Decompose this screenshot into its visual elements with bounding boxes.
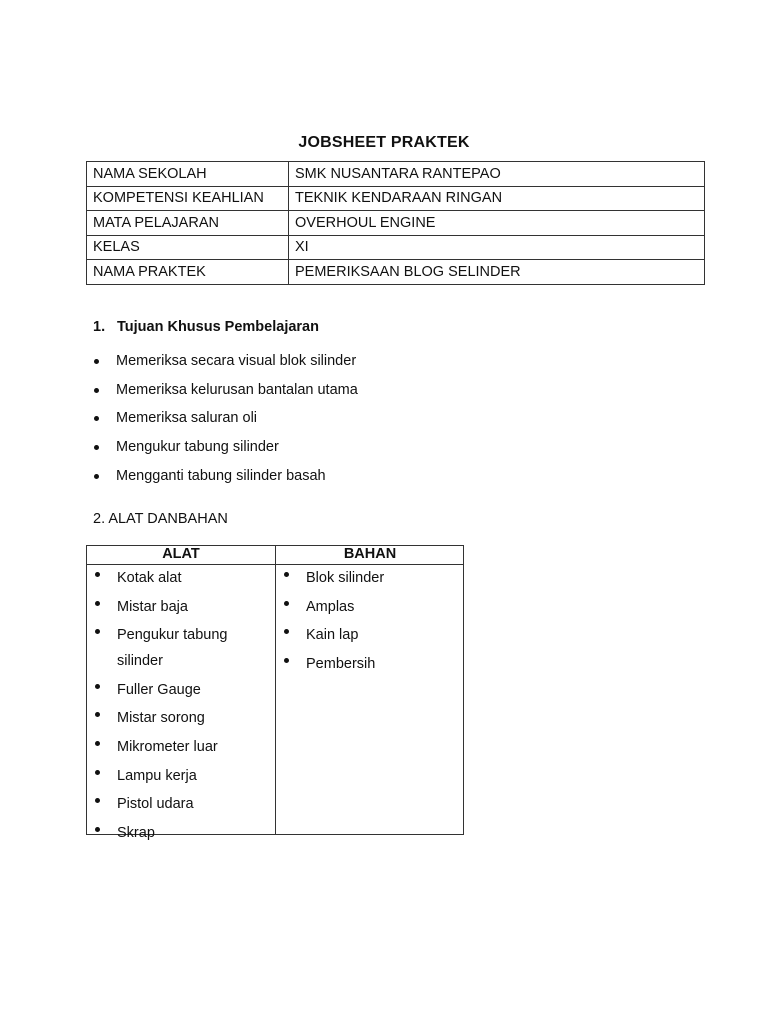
list-item	[276, 565, 464, 591]
list-item-text: Mistar baja	[117, 598, 188, 615]
bullet-icon	[95, 629, 100, 634]
list-item	[87, 594, 275, 620]
section-heading-tools: 2. ALAT DANBAHAN	[93, 511, 228, 527]
list-item	[87, 820, 275, 846]
list-item	[276, 651, 464, 677]
list-item-text: Fuller Gauge	[117, 681, 201, 698]
list-item	[0, 379, 358, 408]
list-item-text: Memeriksa secara visual blok silinder	[116, 353, 357, 369]
list-item	[87, 677, 275, 703]
bullet-icon	[95, 684, 100, 689]
list-item-text: Kotak alat	[117, 570, 182, 586]
list-item	[0, 407, 358, 436]
tools-materials-table	[86, 545, 464, 841]
list-item-text: Amplas	[306, 598, 355, 615]
list-item	[87, 763, 275, 789]
list-item	[0, 436, 358, 465]
info-key: MATA PELAJARAN	[87, 211, 289, 236]
document-title: JOBSHEET PRAKTEK	[298, 134, 470, 151]
info-value: SMK NUSANTARA RANTEPAO	[289, 162, 705, 187]
bahan-list	[276, 565, 464, 679]
info-key: KOMPETENSI KEAHLIAN	[87, 186, 289, 211]
bullet-icon	[95, 601, 100, 606]
list-item	[0, 465, 358, 494]
list-item-text: Skrap	[117, 824, 155, 841]
bahan-header: BAHAN	[343, 546, 397, 562]
objectives-list	[0, 350, 358, 493]
info-value: TEKNIK KENDARAAN RINGAN	[289, 186, 705, 211]
info-row-subject	[87, 211, 705, 236]
info-row-practice	[87, 260, 705, 285]
info-value: PEMERIKSAAN BLOG SELINDER	[289, 260, 705, 285]
bullet-icon	[95, 827, 100, 832]
list-item-text: Pembersih	[306, 655, 376, 672]
info-row-class	[87, 235, 705, 260]
alat-header: ALAT	[162, 546, 200, 562]
list-item	[276, 622, 464, 648]
info-key: NAMA SEKOLAH	[87, 162, 289, 187]
info-value: OVERHOUL ENGINE	[289, 211, 705, 236]
info-row-school	[87, 162, 705, 187]
list-item	[87, 622, 275, 674]
info-table	[86, 161, 705, 285]
bullet-icon	[94, 388, 99, 393]
bullet-icon	[94, 416, 99, 421]
list-item-text: Mistar sorong	[117, 710, 205, 727]
bullet-icon	[284, 572, 289, 577]
list-item-text: Kain lap	[306, 627, 359, 644]
list-item-text: Mikrometer luar	[117, 738, 218, 755]
list-item	[0, 350, 358, 379]
bullet-icon	[284, 658, 289, 663]
list-item-text: Mengganti tabung silinder basah	[116, 467, 326, 484]
bullet-icon	[95, 798, 100, 803]
bullet-icon	[95, 770, 100, 775]
list-item-text: Memeriksa kelurusan bantalan utama	[116, 381, 358, 398]
list-item-text: Blok silinder	[306, 570, 385, 586]
bullet-icon	[94, 445, 99, 450]
list-item-text: Pengukur tabung silinder	[117, 627, 228, 670]
list-item-text: Mengukur tabung silinder	[116, 439, 279, 456]
info-key: NAMA PRAKTEK	[87, 260, 289, 285]
section-heading-objectives	[93, 319, 319, 335]
alat-list	[87, 565, 275, 848]
section-number: 1.	[93, 319, 106, 335]
list-item	[87, 734, 275, 760]
bullet-icon	[95, 741, 100, 746]
bullet-icon	[95, 712, 100, 717]
info-value: XI	[289, 235, 705, 260]
bullet-icon	[95, 572, 100, 577]
list-item	[87, 791, 275, 817]
bullet-icon	[94, 359, 99, 364]
list-item	[87, 565, 275, 591]
list-item-text: Memeriksa saluran oli	[116, 410, 258, 427]
info-row-competency	[87, 186, 705, 211]
list-item-text: Lampu kerja	[117, 767, 197, 784]
bullet-icon	[284, 629, 289, 634]
list-item	[87, 705, 275, 731]
bullet-icon	[94, 474, 99, 479]
list-item-text: Pistol udara	[117, 796, 194, 813]
section-heading-text: Tujuan Khusus Pembelajaran	[117, 319, 319, 335]
list-item	[276, 594, 464, 620]
info-key: KELAS	[87, 235, 289, 260]
bullet-icon	[284, 601, 289, 606]
